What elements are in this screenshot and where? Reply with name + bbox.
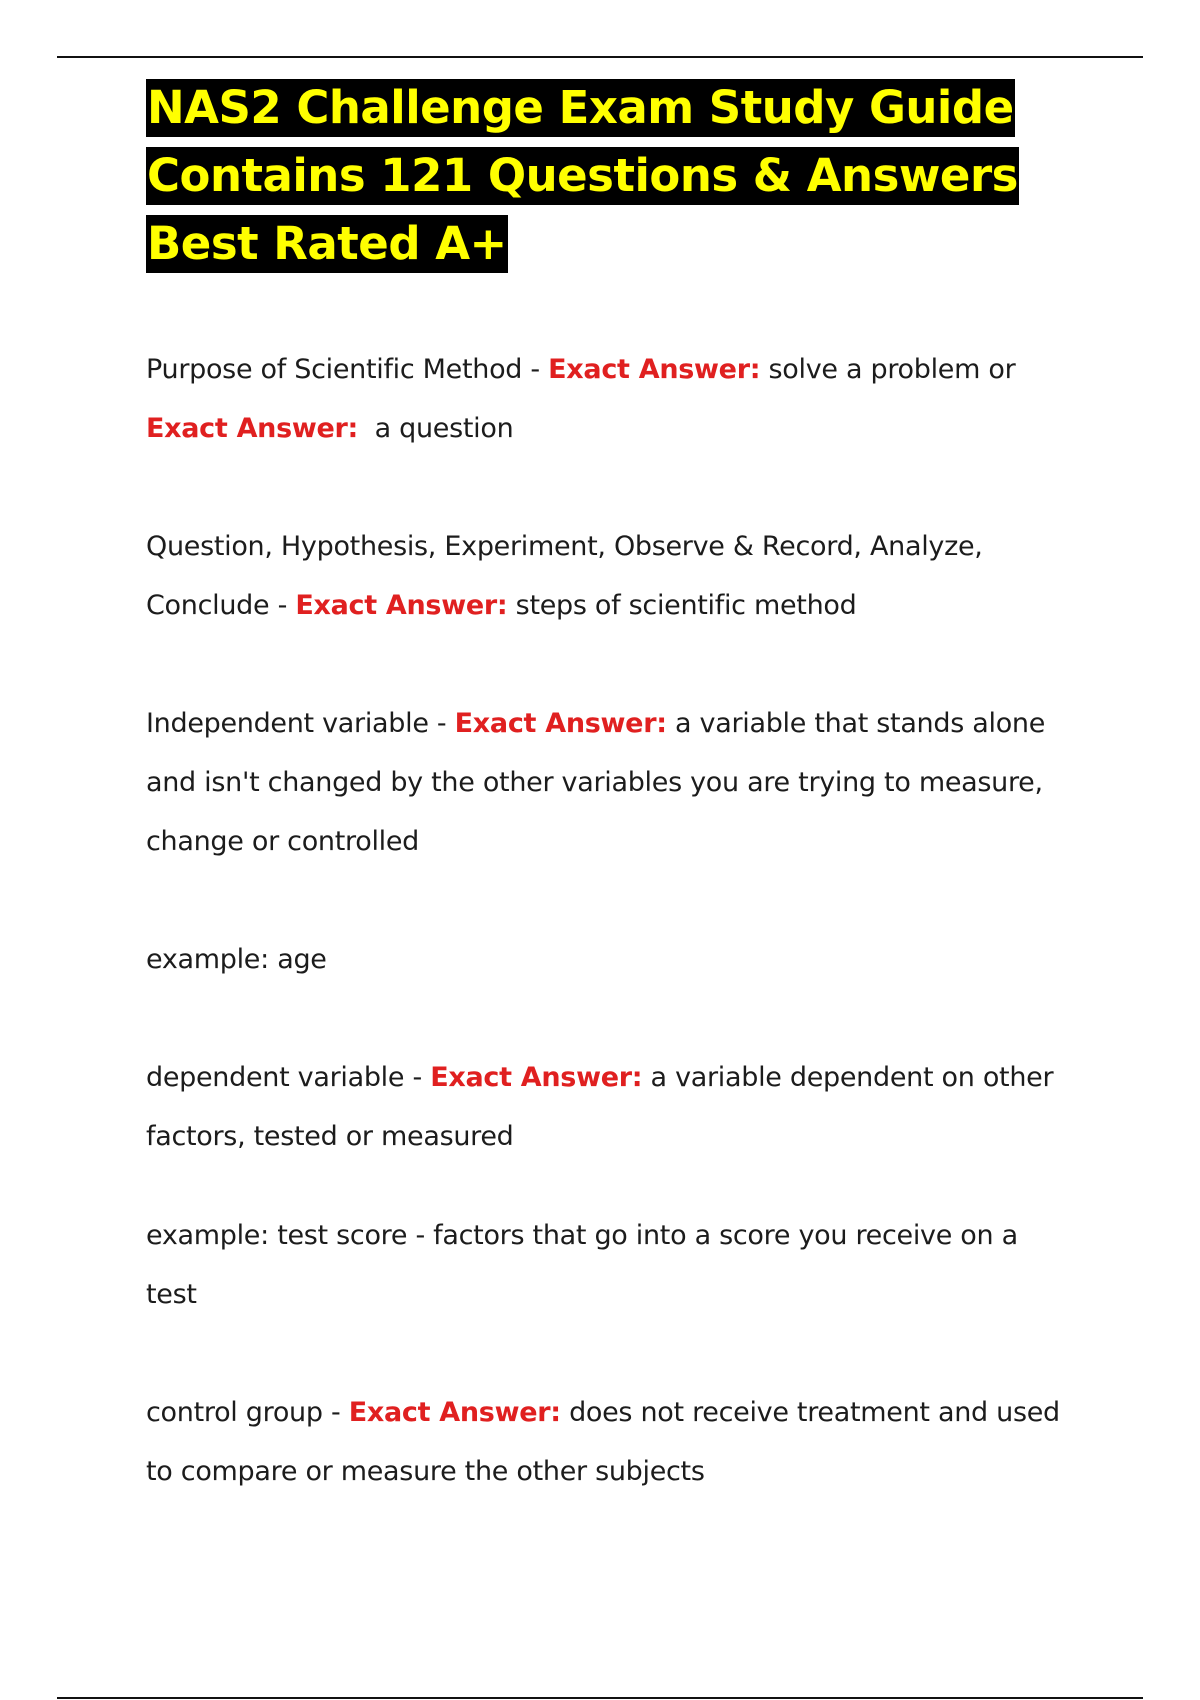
answer-label: Exact Answer: <box>348 1397 561 1428</box>
entry-dependent-variable <box>146 1048 1076 1166</box>
entry-term: Independent variable - <box>146 708 455 739</box>
entry-term: Question, Hypothesis, Experiment, Observe & Record, Analyze, Conclude - <box>146 531 983 621</box>
entry-scientific-method-purpose <box>146 340 1076 458</box>
bottom-rule <box>57 1697 1143 1699</box>
entry-answer: a variable that stands alone and isn't changed by the other variables you are trying to measure, change or controlled <box>146 708 1046 857</box>
entry-term: dependent variable - <box>146 1062 431 1093</box>
top-rule <box>57 56 1143 58</box>
document-title <box>146 74 1086 278</box>
entry-independent-variable <box>146 694 1076 871</box>
answer-label: Exact Answer: <box>454 708 667 739</box>
document-body <box>146 340 1076 1501</box>
entry-control-group <box>146 1383 1076 1501</box>
title-highlight: NAS2 Challenge Exam Study Guide Contains 121 Questions & Answers Best Rated A+ <box>146 79 1019 273</box>
example-dependent: example: test score - factors that go into a score you receive on a test <box>146 1220 1018 1310</box>
entry-answer: solve a problem or <box>768 354 1016 385</box>
example-independent: example: age <box>146 944 327 975</box>
entry-answer: does not receive treatment and used to compare or measure the other subjects <box>146 1397 1060 1487</box>
answer-label: Exact Answer: <box>430 1062 643 1093</box>
entry-answer: a question <box>358 413 514 444</box>
answer-label: Exact Answer: <box>548 354 761 385</box>
answer-label: Exact Answer: <box>146 413 359 444</box>
entry-answer: a variable dependent on other factors, tested or measured <box>146 1062 1054 1152</box>
entry-term: Purpose of Scientific Method - <box>146 354 549 385</box>
entry-answer: steps of scientific method <box>515 590 857 621</box>
answer-label: Exact Answer: <box>295 590 508 621</box>
entry-scientific-method-steps <box>146 517 1076 635</box>
entry-term: control group - <box>146 1397 349 1428</box>
